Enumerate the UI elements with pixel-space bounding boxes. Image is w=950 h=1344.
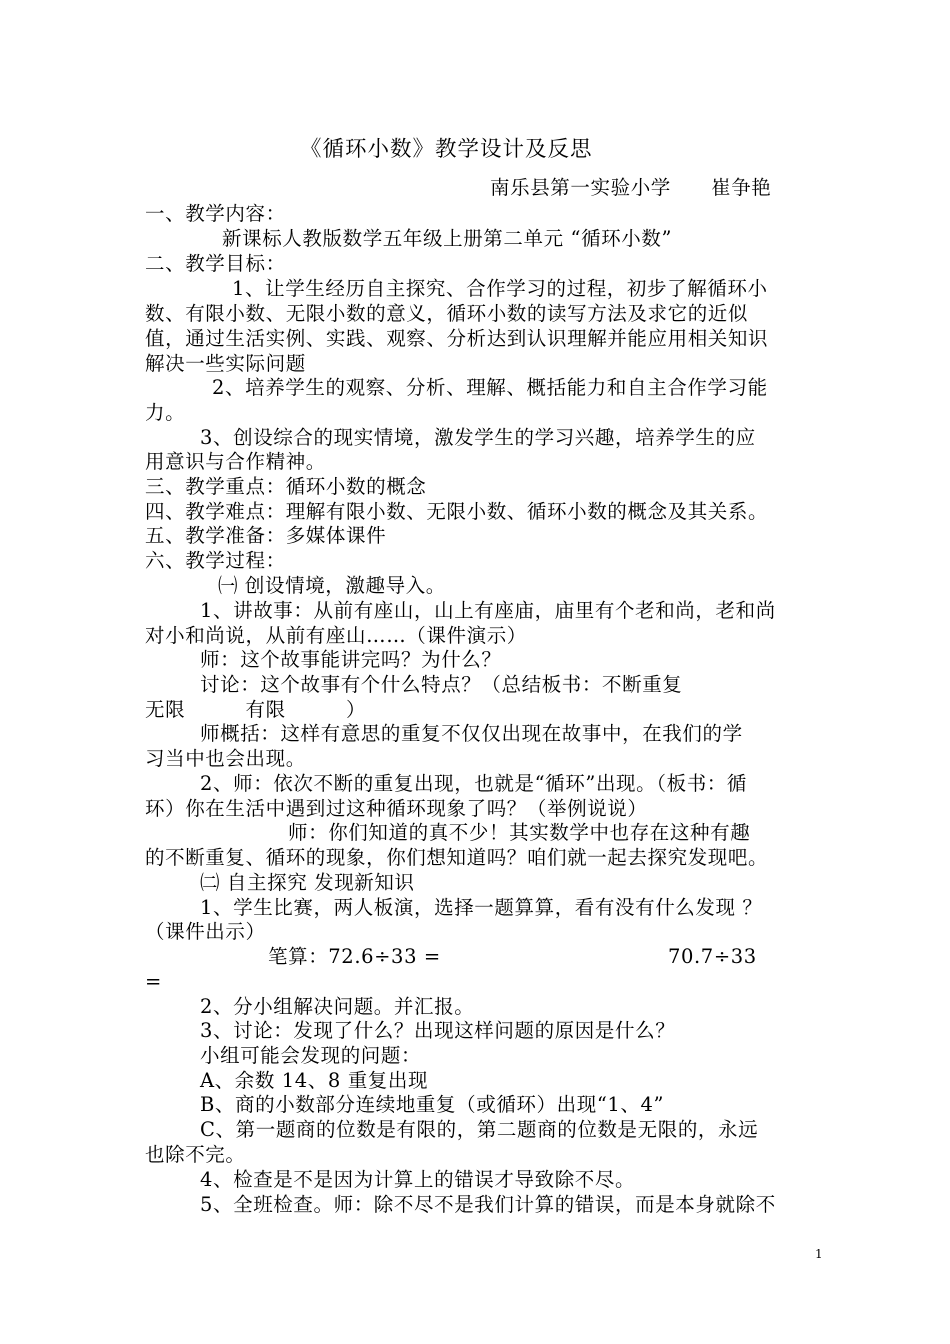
text-line: 讨论：这个故事有个什么特点？（总结板书：不断重复 <box>200 673 683 696</box>
text-line: 二、教学目标： <box>145 252 286 275</box>
text-line: 70.7÷33 <box>668 945 757 968</box>
text-line: 用意识与合作精神。 <box>145 450 326 473</box>
text-line: 师：这个故事能讲完吗？为什么？ <box>200 648 502 671</box>
text-line: 5、全班检查。师：除不尽不是我们计算的错误，而是本身就除不 <box>200 1193 776 1216</box>
text-line: 环）你在生活中遇到过这种循环现象了吗？（举例说说） <box>145 797 648 820</box>
text-line: C、第一题商的位数是有限的，第二题商的位数是无限的，永远 <box>200 1118 759 1141</box>
text-line: （课件出示） <box>145 920 266 943</box>
text-line: 4、检查是不是因为计算上的错误才导致除不尽。 <box>200 1168 636 1191</box>
text-line: 小组可能会发现的问题： <box>200 1044 422 1067</box>
text-line: 师：你们知道的真不少！其实数学中也存在这种有趣 <box>288 821 751 844</box>
doc-title: 《循环小数》教学设计及反思 <box>300 137 593 162</box>
text-line: 也除不完。 <box>145 1143 246 1166</box>
text-line: 数、有限小数、无限小数的意义，循环小数的读写方法及求它的近似 <box>145 302 749 325</box>
text-line: 解决一些实际问题 <box>145 352 306 375</box>
text-line: A、余数 14、8 重复出现 <box>200 1069 429 1092</box>
text-line: 四、教学难点：理解有限小数、无限小数、循环小数的概念及其关系。 <box>145 500 769 523</box>
text-line: 的不断重复、循环的现象，你们想知道吗？咱们就一起去探究发现吧。 <box>145 846 769 869</box>
text-line: ㈡ 自主探究 发现新知识 <box>200 871 415 894</box>
text-line: 对小和尚说，从前有座山……（课件演示） <box>145 624 527 647</box>
text-line: 师概括：这样有意思的重复不仅仅出现在故事中，在我们的学 <box>200 722 743 745</box>
doc-author: 南乐县第一实验小学 崔争艳 <box>490 176 772 199</box>
text-line: = <box>145 970 162 993</box>
text-line: 笔算：72.6÷33 = <box>268 945 441 968</box>
text-line: 五、教学准备：多媒体课件 <box>145 524 387 547</box>
text-line: 2、师：依次不断的重复出现，也就是“循环”出现。（板书：循 <box>200 772 747 795</box>
text-line: 力。 <box>145 401 186 424</box>
text-line: B、商的小数部分连续地重复（或循环）出现“1、4” <box>200 1093 665 1116</box>
text-line: 无限 有限 ） <box>145 698 367 721</box>
text-line: 3、创设综合的现实情境，激发学生的学习兴趣，培养学生的应 <box>200 426 756 449</box>
text-line: 2、分小组解决问题。并汇报。 <box>200 995 475 1018</box>
text-line: 新课标人教版数学五年级上册第二单元 “循环小数” <box>222 227 673 250</box>
text-line: 习当中也会出现。 <box>145 747 306 770</box>
text-line: 三、教学重点：循环小数的概念 <box>145 475 427 498</box>
text-line: 1、让学生经历自主探究、合作学习的过程，初步了解循环小 <box>232 277 768 300</box>
text-line: ㈠ 创设情境，激趣导入。 <box>218 574 446 597</box>
page-number: 1 <box>815 1247 823 1261</box>
text-line: 六、教学过程： <box>145 549 286 572</box>
text-line: 2、培养学生的观察、分析、理解、概括能力和自主合作学习能 <box>212 376 768 399</box>
text-line: 3、讨论：发现了什么？出现这样问题的原因是什么？ <box>200 1019 676 1042</box>
text-line: 1、讲故事：从前有座山，山上有座庙，庙里有个老和尚，老和尚 <box>200 599 776 622</box>
text-line: 一、教学内容： <box>145 202 286 225</box>
text-line: 1、学生比赛，两人板演，选择一题算算，看有没有什么发现 ？ <box>200 896 763 919</box>
text-line: 值，通过生活实例、实践、观察、分析达到认识理解并能应用相关知识 <box>145 327 769 350</box>
